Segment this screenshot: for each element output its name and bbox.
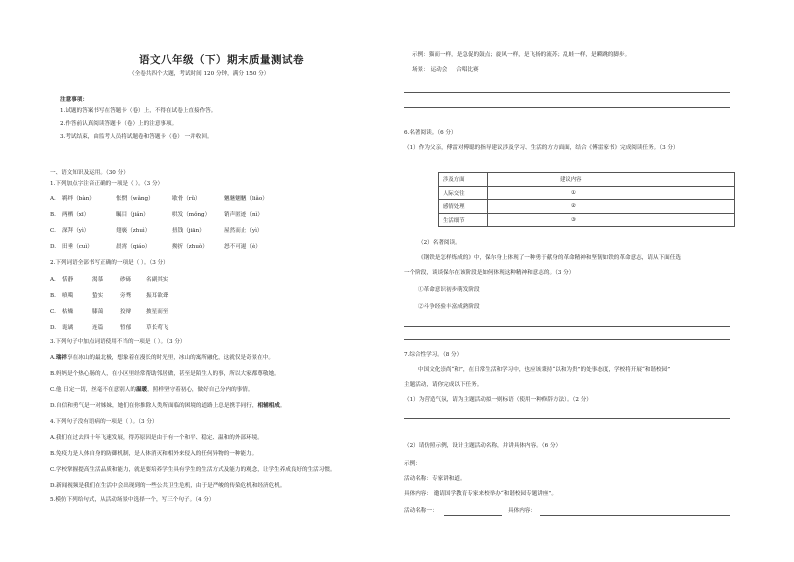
q3-option-c: C.他 日定一切，丝毫不在意别人的温暖，照样坚守着初心，做好自己分内的事情。 xyxy=(50,387,254,393)
answer-line xyxy=(404,339,730,340)
q7-example-name: 活动名称：专家讲和道。 xyxy=(404,476,466,482)
fill-content-label: 具体内容： xyxy=(508,508,536,514)
q6-option-2: ②斗争经验丰富成熟阶段 xyxy=(418,304,480,310)
note-1: 1.试题的答案书写在答题卡（卷）上，不得在试卷上直接作答。 xyxy=(60,108,217,114)
q5-example: 示例：猫而一样，是急促的鼓点；旋风一样，是飞扬的流苏；乱蛙一样，是瞬跳的脚步。 xyxy=(412,52,631,58)
q3-stem: 3.下列句子中加点词语使用不当的一项是（ ）。（3 分） xyxy=(50,339,186,345)
table-row: 生活细节 ③ xyxy=(439,213,735,227)
q2-stem: 2.下列词语全部书写正确的一项是（ ）。（3 分） xyxy=(50,260,169,266)
answer-line xyxy=(404,107,730,108)
table-row: 感情处理 ② xyxy=(439,200,735,214)
q6-stem: 6.名著阅读。（6 分） xyxy=(404,130,457,136)
q7-example-content: 具体内容： 邀请国学教育专家来校举办“和谐校园专题讲座”。 xyxy=(404,491,557,497)
q6-part2-text-2: 一个阶段，谈谈保尔在该阶段是如何体现这种精神和意志的。（3 分） xyxy=(404,270,575,276)
q5-stem: 5.模仿下列给句式，从活动场景中选择一个，写三个句子。（4 分） xyxy=(50,497,215,503)
notes-heading: 注意事项： xyxy=(60,97,88,103)
q7-intro-2: 主题活动，请你完成以下任务。 xyxy=(404,382,483,388)
answer-line xyxy=(404,418,730,419)
fill-name-line[interactable] xyxy=(444,515,502,516)
q4-option-d: D.新闻视频是我们在生活中会出现到的一些公共卫生危机，由于是严峻的传染危机和经济危机。 xyxy=(50,483,286,489)
q6-part2-text: 《钢铁是怎样炼成的》中，保尔身上体现了一种勇于献身的革命精神和坚韧如铁的革命意志，请从下面任选 xyxy=(418,255,681,261)
q6-part1: （1）作为父亲，傅雷对傅聪的指导建议涉及学习、生活的方方面面，结合《傅雷家书》完成阅读任务。（3 分） xyxy=(404,145,679,151)
answer-line xyxy=(404,92,730,93)
q7-part1: （1）为营造气氛，请为主题活动拟一则标语（使用一种修辞方法）。（2 分） xyxy=(404,397,592,403)
table-header-row: 涉及方面 建议内容 xyxy=(439,173,735,187)
advice-table xyxy=(438,172,735,227)
q7-stem: 7.综合性学习。（8 分） xyxy=(404,352,463,358)
q3-option-d: D.自信和勇气是一对姊妹，她们在你推除人类所面临的困境的道路上总是携手同行，相辅相成。 xyxy=(50,403,286,409)
q6-part2: （2）名著阅读。 xyxy=(418,240,461,246)
scene-row: 场景： 运动会 合唱比赛 xyxy=(412,67,479,73)
q4-option-b: B.免疫力是人体自身的防御机制，是人体消灭和相外来侵入的任何异物的一种能力。 xyxy=(50,451,258,457)
q3-option-a: A.瑞祥享在冰山的最北极，想象着在漫长的时光里，冰山的寓所融化，这就仅是奇景在中。 xyxy=(50,355,275,361)
exam-subtitle: （全卷共四个大题，考试时间 120 分钟，满分 150 分） xyxy=(129,71,270,77)
fill-content-line[interactable] xyxy=(540,515,730,516)
q4-stem: 4.下列句子没有语病的一项是（ ）。（3 分） xyxy=(50,419,158,425)
q3-option-b: B.妈妈是个热心肠的人，在小区里经常帮助邻居做，甚至是陌生人的事，所以大家都尊敬她。 xyxy=(50,371,280,377)
q4-option-a: A.我们在过去四十年飞速发展，得苏原因是由于有一个和平、稳定、温和的外部环境。 xyxy=(50,435,263,441)
q6-option-1: ①革命意识初步萌发阶段 xyxy=(418,287,480,293)
answer-line xyxy=(404,326,730,327)
note-2: 2.作答前认真阅读答题卡（卷）上的注意事项。 xyxy=(60,121,178,127)
note-3: 3.考试结束，由监考人员将试题卷和答题卡（卷） 一并收回。 xyxy=(60,134,213,140)
q7-intro: 中国文化崇尚“和”，在日常生活和学习中，也应该秉持“以和为贵”的处事态度，学校将开展“和谐校园” xyxy=(418,367,671,373)
q7-example-label: 示例： xyxy=(404,461,421,467)
section-1-heading: 一、语文知识及运用。（30 分） xyxy=(50,170,129,176)
scene-sports: 运动会 xyxy=(430,67,448,73)
q4-option-c: C.学校掌握提高生活品质和能力，就是要培养学生具有学生的生活方式及能力的观念，让学生养成良好的生活习惯。 xyxy=(50,467,336,473)
q7-part2: （2）请仿照示例，设计主题活动名称，并讲具体内容。（6 分） xyxy=(404,443,562,449)
page-title: 语文八年级（下）期末质量测试卷 xyxy=(139,54,304,66)
table-row: 人际交往 ① xyxy=(439,186,735,200)
scene-choir: 合唱比赛 xyxy=(456,67,479,73)
fill-name-label: 活动名称一： xyxy=(404,508,438,514)
q1-stem: 1.下列加点字注音正确的一项是（ ）。（3 分） xyxy=(50,181,164,187)
